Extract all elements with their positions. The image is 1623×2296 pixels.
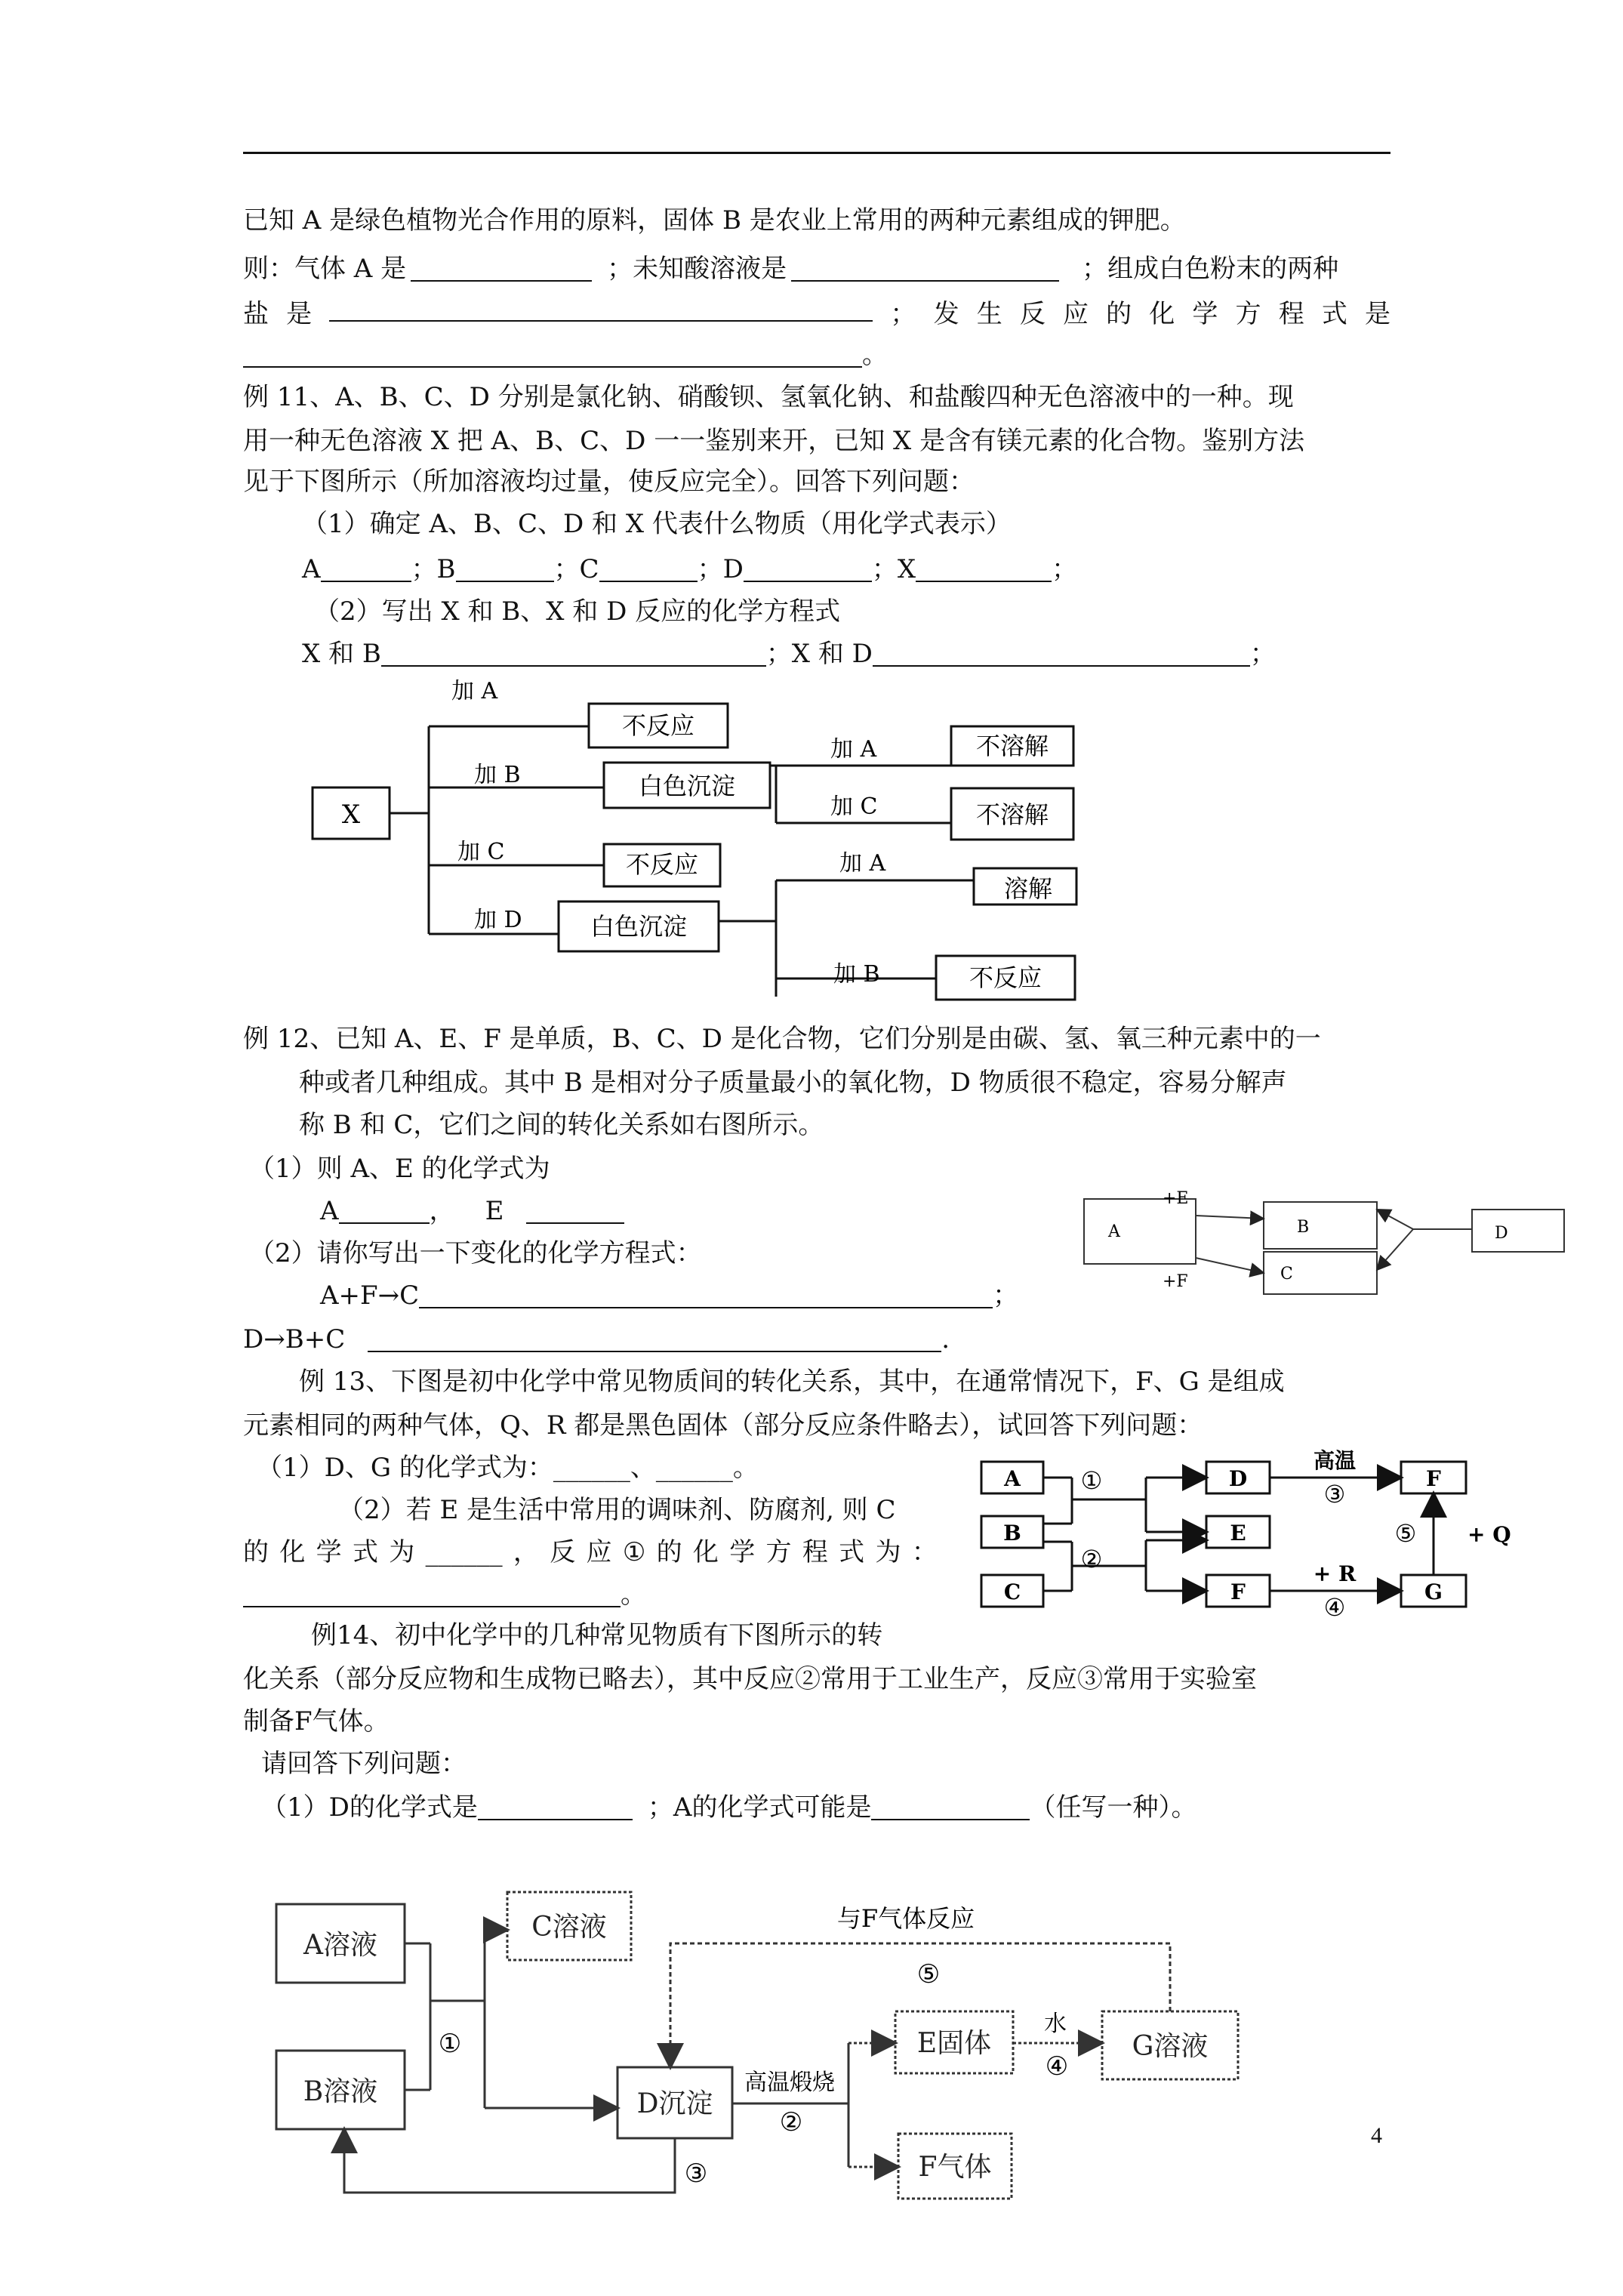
- svg-text:白色沉淀: 白色沉淀: [590, 912, 688, 941]
- intro-line-1: 已知 A 是绿色植物光合作用的原料，固体 B 是农业上常用的两种元素组成的钾肥。: [243, 205, 1186, 236]
- svg-text:F气体: F气体: [918, 2152, 992, 2183]
- high-temp-label: 高温: [1313, 1448, 1357, 1473]
- ex12-equation-2: D→B+C .: [243, 1324, 950, 1354]
- add-c-label: 加 C: [830, 794, 878, 820]
- reaction-3-marker: ③: [1323, 1480, 1346, 1509]
- ex12-answer-row-1: A ， E: [320, 1193, 624, 1229]
- ex12-equation-1: A+F→C ；: [320, 1281, 1019, 1311]
- intro-line-3: 盐 是 ； 发 生 反 应 的 化 学 方 程 式 是: [243, 296, 1390, 332]
- intro-line-2: 则：气体 A 是 ；未知酸溶液是 ；组成白色粉末的两种: [243, 254, 1339, 284]
- reaction-3-marker: ③: [684, 2159, 708, 2189]
- svg-text:溶解: 溶解: [1004, 874, 1053, 903]
- ex13-question-1: （1）D、G 的化学式为：______、______。: [257, 1453, 759, 1483]
- ex14-line-3: 制备F气体。: [243, 1706, 390, 1737]
- reaction-1-marker: ①: [1080, 1466, 1103, 1495]
- plus-e-label: +E: [1163, 1189, 1189, 1208]
- water-label: 水: [1044, 2011, 1067, 2037]
- ex11-answer-row-1: A ；B ；C ；D ；X ；: [302, 554, 1078, 584]
- ex13-line-1: 例 13、下图是初中化学中常见物质间的转化关系，其中，在通常情况下，F、G 是组成: [299, 1367, 1285, 1397]
- plus-f-label: +F: [1163, 1272, 1188, 1291]
- react-with-f-gas-label: 与F气体反应: [836, 1904, 975, 1933]
- ex14-line-2: 化关系（部分反应物和生成物已略去），其中反应②常用于工业生产，反应③常用于实验室: [243, 1664, 1257, 1694]
- svg-text:白色沉淀: 白色沉淀: [638, 772, 736, 800]
- ex11-question-1: （1）确定 A、B、C、D 和 X 代表什么物质（用化学式表示）: [302, 509, 1012, 539]
- svg-text:G溶液: G溶液: [1132, 2031, 1209, 2062]
- ex12-question-2: （2）请你写出一下变化的化学方程式：: [249, 1238, 702, 1268]
- svg-text:不溶解: 不溶解: [975, 732, 1049, 760]
- svg-text:D: D: [1495, 1224, 1508, 1243]
- reaction-4-marker: ④: [1323, 1593, 1346, 1622]
- svg-text:C: C: [1280, 1265, 1293, 1284]
- ex14-line-1: 例14、初中化学中的几种常见物质有下图所示的转: [311, 1620, 883, 1650]
- reaction-5-marker: ⑤: [916, 1959, 941, 1989]
- page-number: 4: [1371, 2123, 1382, 2148]
- svg-text:不反应: 不反应: [969, 963, 1042, 992]
- svg-text:不反应: 不反应: [621, 711, 695, 740]
- add-c-label: 加 C: [457, 839, 505, 865]
- x-label: X: [341, 800, 361, 830]
- ex11-answer-row-2: X 和 B ；X 和 D ；: [302, 639, 1276, 669]
- add-a-label: 加 A: [451, 678, 498, 704]
- ex14-line-4: 请回答下列问题：: [261, 1749, 467, 1779]
- add-d-label: 加 D: [474, 907, 522, 933]
- ex12-line-1: 例 12、已知 A、E、F 是单质，B、C、D 是化合物，它们分别是由碳、氢、氧三种元素中的一: [243, 1024, 1321, 1054]
- svg-text:A: A: [1108, 1222, 1120, 1241]
- add-b-label: 加 B: [474, 762, 521, 788]
- answer-blank[interactable]: ______: [655, 1453, 733, 1483]
- svg-text:G: G: [1424, 1579, 1443, 1604]
- svg-text:D: D: [1228, 1466, 1248, 1491]
- ex12-question-1: （1）则 A、E 的化学式为: [249, 1154, 550, 1184]
- svg-text:不反应: 不反应: [625, 850, 699, 879]
- svg-text:B: B: [1297, 1218, 1310, 1237]
- ex12-line-2: 种或者几种组成。其中 B 是相对分子质量最小的氧化物，D 物质很不稳定，容易分解声: [299, 1068, 1287, 1098]
- ex13-line-2: 元素相同的两种气体，Q、R 都是黑色固体（部分反应条件略去），试回答下列问题：: [243, 1410, 1203, 1441]
- intro-line-4: 。: [243, 337, 888, 373]
- ex11-line-2: 用一种无色溶液 X 把 A、B、C、D 一一鉴别来开，已知 X 是含有镁元素的化合物。鉴别方法: [243, 426, 1305, 456]
- svg-text:B: B: [1003, 1521, 1021, 1546]
- svg-text:C溶液: C溶液: [531, 1912, 607, 1943]
- svg-text:F: F: [1426, 1466, 1441, 1491]
- svg-text:F: F: [1230, 1579, 1246, 1604]
- answer-blank[interactable]: ______: [425, 1537, 503, 1567]
- calcine-label: 高温煅烧: [744, 2069, 835, 2096]
- svg-text:E: E: [1230, 1521, 1246, 1546]
- reaction-2-marker: ②: [1080, 1545, 1103, 1573]
- svg-text:A溶液: A溶液: [303, 1930, 377, 1961]
- reaction-2-marker: ②: [779, 2107, 803, 2137]
- svg-text:C: C: [1003, 1579, 1021, 1604]
- svg-text:E固体: E固体: [916, 2028, 992, 2059]
- add-b-label: 加 B: [833, 961, 880, 988]
- svg-text:B溶液: B溶液: [303, 2076, 378, 2107]
- reaction-4-marker: ④: [1045, 2051, 1069, 2082]
- ex14-question-1: （1）D的化学式是 ；A的化学式可能是 （任写一种）。: [261, 1792, 1197, 1823]
- plus-r-label: + R: [1313, 1561, 1357, 1586]
- plus-q-label: + Q: [1467, 1522, 1511, 1547]
- add-a-label: 加 A: [830, 736, 877, 763]
- reaction-5-marker: ⑤: [1394, 1519, 1417, 1548]
- ex13-question-2-line-3: 。: [243, 1576, 646, 1613]
- ex12-line-3: 称 B 和 C，它们之间的转化关系如右图所示。: [299, 1110, 824, 1140]
- add-a-label: 加 A: [839, 850, 886, 877]
- ex11-question-2: （2）写出 X 和 B、X 和 D 反应的化学方程式: [314, 596, 841, 627]
- ex11-line-3: 见于下图所示（所加溶液均过量，使反应完全）。回答下列问题：: [243, 467, 975, 497]
- ex11-line-1: 例 11、A、B、C、D 分别是氯化钠、硝酸钡、氢氧化钠、和盐酸四种无色溶液中的一种。现: [243, 382, 1294, 412]
- svg-text:不溶解: 不溶解: [975, 800, 1049, 829]
- ex13-question-2-line-2: 的 化 学 式 为 ______ ， 反 应 ① 的 化 学 方 程 式 为 ：: [243, 1534, 938, 1570]
- reaction-1-marker: ①: [438, 2029, 462, 2059]
- ex13-question-2: （2）若 E 是生活中常用的调味剂、防腐剂, 则 C: [338, 1495, 896, 1525]
- answer-blank[interactable]: ______: [553, 1453, 630, 1483]
- svg-text:D沉淀: D沉淀: [636, 2088, 713, 2119]
- svg-text:A: A: [1004, 1466, 1021, 1491]
